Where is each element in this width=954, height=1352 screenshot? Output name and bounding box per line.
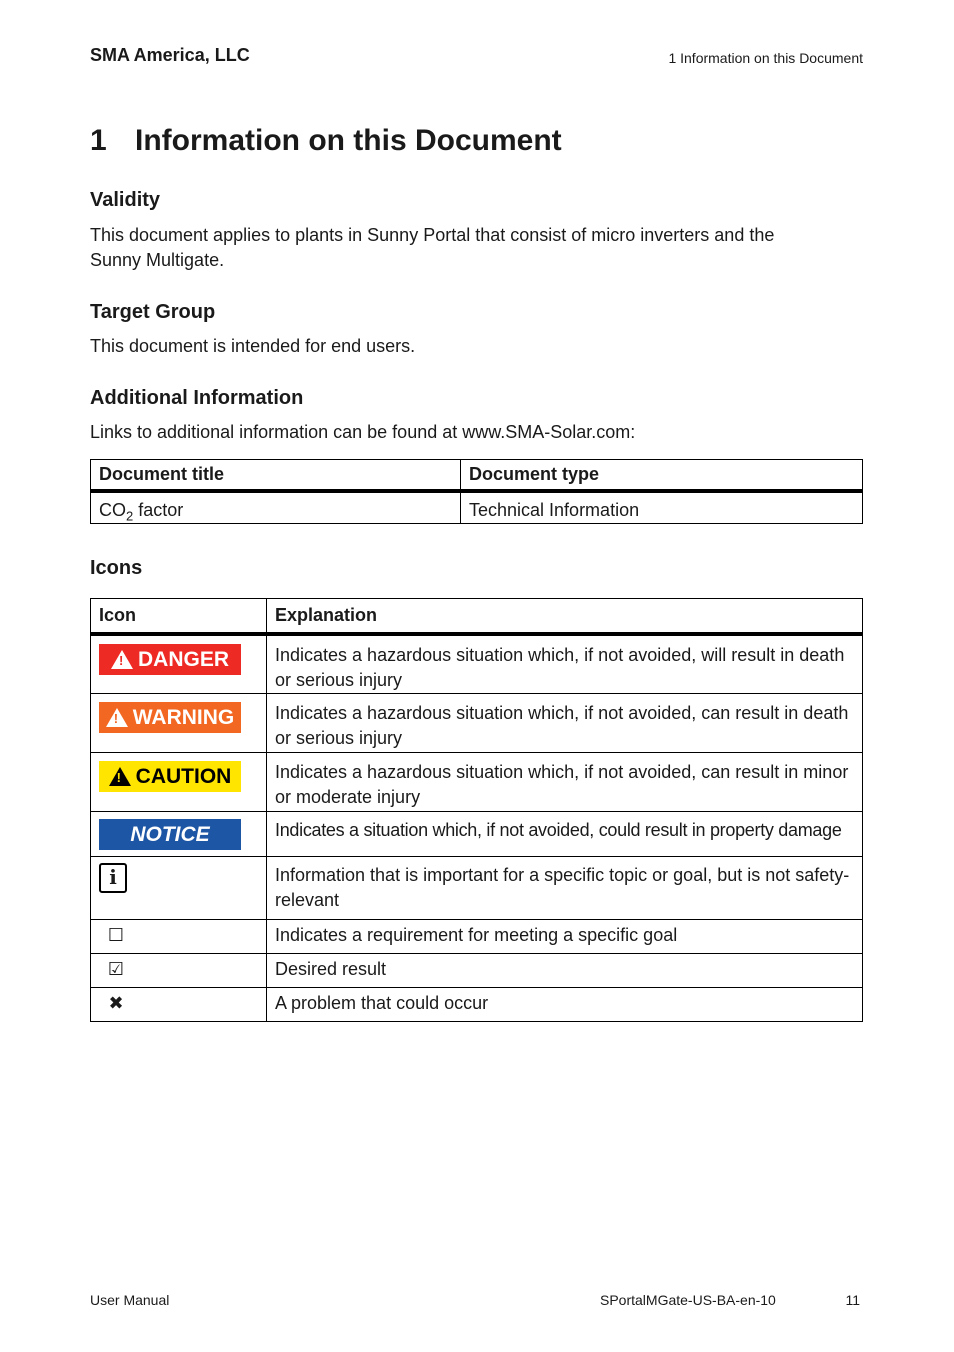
chapter-title — [90, 124, 562, 158]
table-row — [91, 987, 863, 1021]
explanation-cell: Indicates a hazardous situation which, if not avoided, will result in death or serious injury — [267, 634, 863, 694]
icon-cell — [91, 752, 267, 811]
document-type-cell: Technical Information — [461, 491, 863, 524]
icon-cell — [91, 634, 267, 694]
explanation-cell: Indicates a requirement for meeting a specific goal — [267, 919, 863, 953]
table-row — [91, 856, 863, 919]
info-icon: i — [99, 863, 127, 893]
checkbox-empty-icon: ☐ — [107, 924, 125, 946]
column-header-icon: Icon — [91, 599, 267, 634]
header-company: SMA America, LLC — [90, 45, 250, 65]
table-row — [91, 634, 863, 694]
icon-cell — [91, 693, 267, 752]
footer-manual-label: User Manual — [90, 1292, 170, 1308]
table-row — [91, 693, 863, 752]
explanation-cell: Indicates a situation which, if not avoided, could result in property damage — [267, 811, 863, 856]
validity-text-line1: This document applies to plants in Sunny Portal that consist of micro inverters and the — [90, 225, 775, 245]
column-header-document-title: Document title — [91, 460, 461, 491]
target-group-text: This document is intended for end users. — [90, 336, 416, 356]
notice-badge-icon: NOTICE — [99, 819, 241, 850]
chapter-title-text: Information on this Document — [135, 124, 562, 157]
icons-heading: Icons — [90, 557, 143, 579]
danger-badge-icon: ! DANGER — [99, 644, 241, 675]
target-group-heading: Target Group — [90, 301, 216, 323]
warning-badge-icon: ! WARNING — [99, 702, 241, 733]
column-header-document-type: Document type — [461, 460, 863, 491]
additional-info-heading: Additional Information — [90, 387, 304, 409]
table-row — [91, 752, 863, 811]
table-row — [91, 811, 863, 856]
footer-doc-code: SPortalMGate-US-BA-en-10 — [600, 1292, 776, 1308]
footer-page-number: 11 — [845, 1292, 860, 1308]
chapter-number: 1 — [90, 124, 107, 157]
icons-table — [90, 598, 863, 1022]
table-header-row — [91, 460, 863, 491]
additional-info-text: Links to additional information can be found at www.SMA-Solar.com: — [90, 422, 636, 442]
table-header-row — [91, 599, 863, 634]
validity-text-line2: Sunny Multigate. — [90, 250, 225, 270]
warning-triangle-icon: ! — [111, 650, 133, 669]
documents-table — [90, 459, 863, 524]
icon-cell — [91, 987, 267, 1021]
explanation-cell: A problem that could occur — [267, 987, 863, 1021]
explanation-cell: Indicates a hazardous situation which, if not avoided, can result in minor or moderate injury — [267, 752, 863, 811]
icon-cell — [91, 919, 267, 953]
table-row — [91, 953, 863, 987]
table-row — [91, 919, 863, 953]
explanation-cell: Information that is important for a specific topic or goal, but is not safety-relevant — [267, 856, 863, 919]
warning-triangle-icon: ! — [109, 767, 131, 786]
column-header-explanation: Explanation — [267, 599, 863, 634]
explanation-cell: Indicates a hazardous situation which, if not avoided, can result in death or serious injury — [267, 693, 863, 752]
icon-cell — [91, 953, 267, 987]
explanation-cell: Desired result — [267, 953, 863, 987]
header-section: 1 Information on this Document — [668, 50, 863, 66]
checkbox-checked-icon: ☑ — [107, 958, 125, 980]
validity-text — [90, 223, 790, 273]
document-title-cell: $CO_2$ factor — [91, 491, 461, 524]
validity-heading: Validity — [90, 189, 161, 211]
table-row — [91, 491, 863, 524]
warning-triangle-icon: ! — [106, 708, 128, 727]
subscript: 2 — [126, 508, 134, 524]
icon-cell — [91, 856, 267, 919]
caution-badge-icon: ! CAUTION — [99, 761, 241, 792]
cross-icon: ✖ — [108, 992, 124, 1014]
icon-cell — [91, 811, 267, 856]
